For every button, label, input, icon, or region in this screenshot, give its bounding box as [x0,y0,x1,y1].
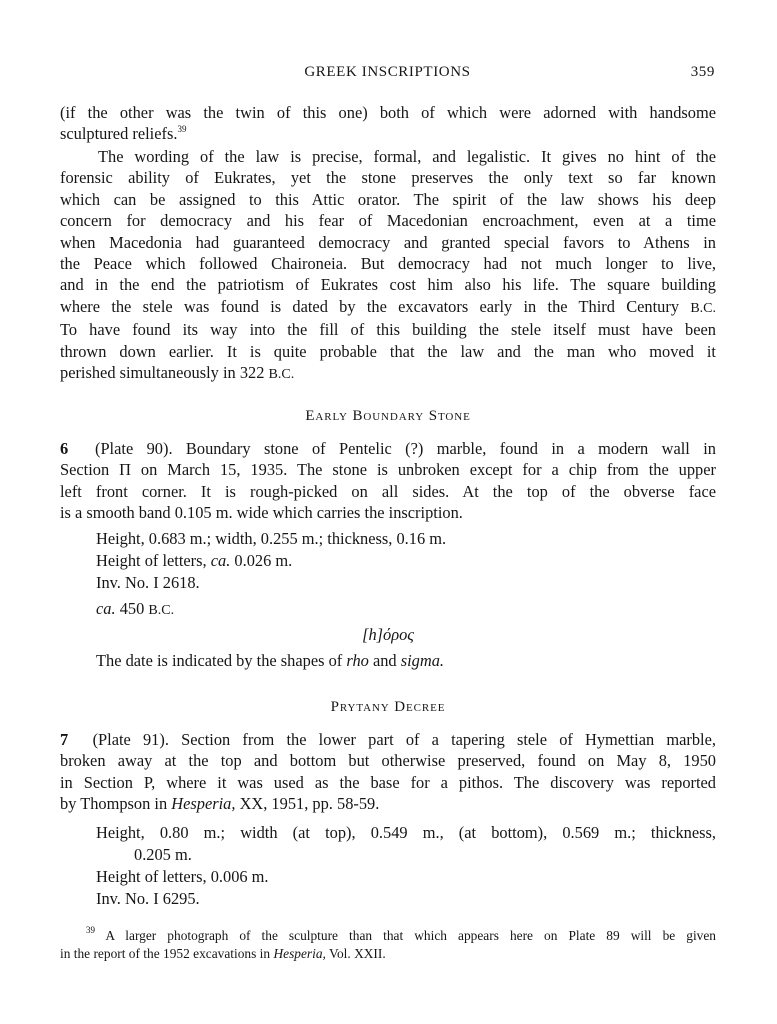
text-line: is a smooth band 0.105 m. wide which carries the inscription. [60,503,463,523]
text-line [60,438,716,459]
text-line: (if the other was the twin of this one) both of which were adorned with handsome [60,103,716,122]
text-fragment: ca. [210,551,231,570]
text-fragment: in the report of the 1952 excavations in [60,946,271,961]
text-fragment: 450 [119,599,145,618]
era-abbreviation: B.C. [268,367,295,383]
letter-height [96,550,716,572]
entry-7-details [96,822,716,910]
paragraph-entry-6 [60,438,716,524]
text-line [60,362,716,385]
measurements: Height, 0.80 m.; width (at top), 0.549 m., (at bottom), 0.569 m.; thickness, [96,823,716,842]
inventory-number: Inv. No. I 6295. [96,889,200,908]
inscription-text: [h]όρος [362,625,414,644]
running-title: GREEK INSCRIPTIONS [304,64,471,80]
text-fragment: by Thompson in [60,794,168,814]
date-note [96,650,716,672]
text-line [60,296,716,319]
text-fragment: where the stele was found is dated by the excavators early in the Third Century [60,296,680,316]
entry-6-details [96,528,716,622]
footnote-line [60,927,716,945]
text-line: the Peace which followed Chaironeia. But democracy had not much longer to live, [60,254,716,274]
page-number: 359 [690,64,715,80]
text-line: To have found its way into the fill of this building the stele itself must have been [60,320,716,340]
inventory-number: Inv. No. I 2618. [96,573,200,592]
section-heading-7: Prytany Decree [330,699,446,715]
entry-number: 7 [60,730,69,749]
text-line: when Macedonia had guaranteed democracy and granted special favors to Athens in [60,232,716,252]
text-fragment: XX, 1951, pp. 58-59. [239,794,380,814]
text-line [60,793,716,814]
paragraph-continuation [60,102,716,145]
text-line: and in the end the patriotism of Eukrates cost him also his life. The square building [60,275,716,295]
text-fragment: rho [346,651,369,670]
text-fragment: sigma. [400,651,444,670]
text-fragment: A larger photograph of the sculpture than that which appears here on Plate 89 will be given [105,928,716,943]
entry-number: 6 [60,439,69,458]
entry-6-note [96,650,716,672]
journal-title: Hesperia, [273,946,326,961]
footnote-reference: 39 [177,124,187,135]
text-fragment: The date is indicated by the shapes of [96,651,343,670]
text-fragment: perished simultaneously in 322 [60,363,265,383]
text-fragment: (Plate 91). Section from the lower part of a tapering stele of Hymettian marble, [92,730,716,749]
text-line: which can be assigned to this Attic orator. The spirit of the law shows his deep [60,189,716,209]
footnote-line [60,945,716,963]
text-line [60,123,716,144]
section-heading-6: Early Boundary Stone [305,408,471,424]
text-fragment: Height of letters, [96,551,207,570]
text-line: left front corner. It is rough-picked on all sides. At the top of the obverse face [60,481,716,501]
era-abbreviation: B.C. [690,300,716,316]
text-line: broken away at the top and bottom but otherwise preserved, found on May 8, 1950 [60,751,716,771]
text-fragment: sculptured reliefs. [60,124,178,144]
text-fragment: and [372,651,397,670]
era-abbreviation: B.C. [148,603,175,618]
paragraph-law-discussion [60,146,716,385]
paragraph-entry-7 [60,729,716,815]
text-fragment: (Plate 90). Boundary stone of Pentelic (?) marble, found in a modern wall in [94,439,716,458]
measurements-continued: 0.205 m. [134,845,192,864]
text-fragment: Vol. XXII. [329,946,386,961]
text-fragment: ca. [96,599,116,618]
text-line: concern for democracy and his fear of Macedonian encroachment, even at a time [60,211,716,231]
footnote [60,927,716,963]
text-line: in Section P, where it was used as the base for a pithos. The discovery was reported [60,772,716,792]
text-fragment: 0.026 m. [234,551,293,570]
text-line [60,729,716,750]
journal-title: Hesperia, [171,794,236,814]
text-line: thrown down earlier. It is quite probable that the law and the man who moved it [60,341,716,361]
measurements: Height, 0.683 m.; width, 0.255 m.; thickness, 0.16 m. [96,529,447,548]
letter-height: Height of letters, 0.006 m. [96,867,269,886]
text-line: Section Π on March 15, 1935. The stone is unbroken except for a chip from the upper [60,460,716,480]
text-line: The wording of the law is precise, formal, and legalistic. It gives no hint of the [98,147,716,166]
footnote-mark: 39 [86,925,95,935]
date-line [96,598,716,622]
running-header [60,64,715,86]
text-line: forensic ability of Eukrates, yet the stone preserves the only text so far known [60,168,716,188]
